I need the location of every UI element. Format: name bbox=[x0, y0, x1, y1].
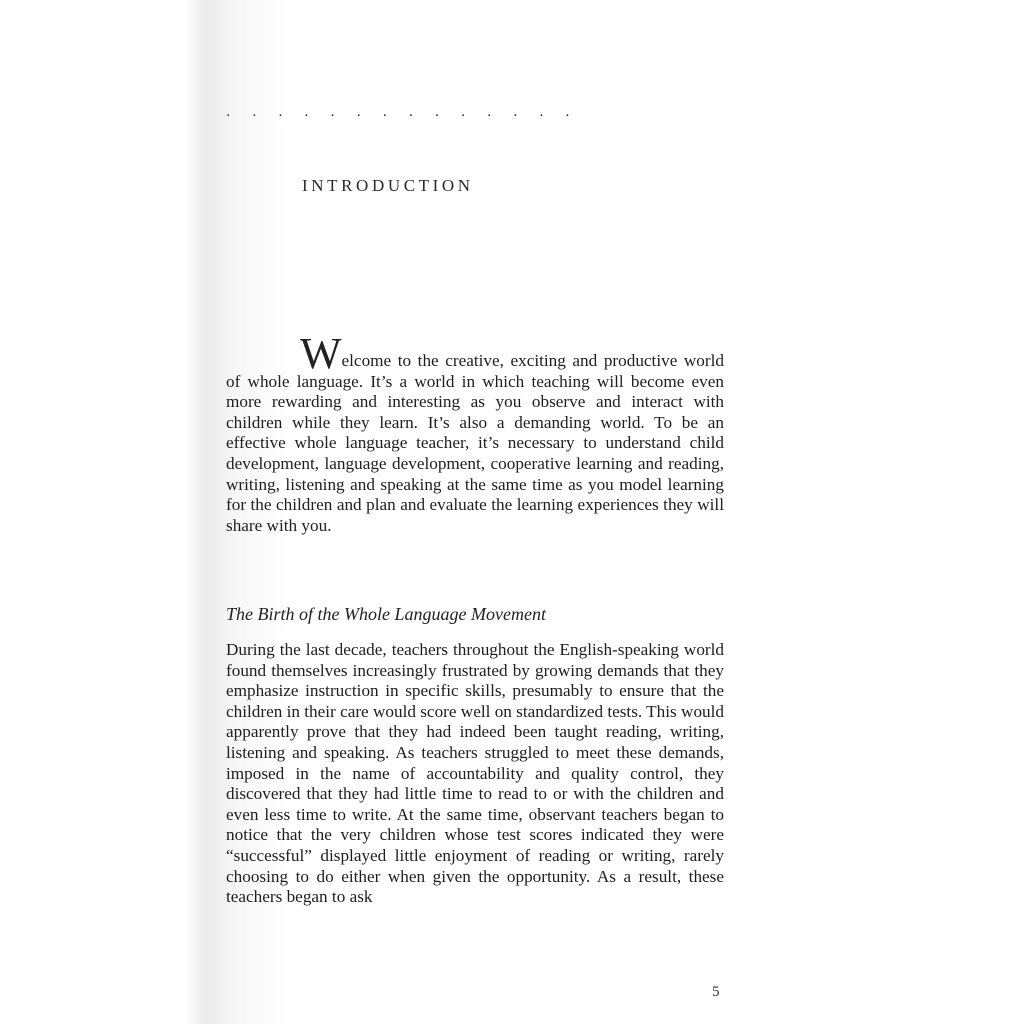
binding-margin bbox=[0, 0, 210, 1024]
drop-cap: W bbox=[300, 329, 342, 378]
dot-ornament: · · · · · · · · · · · · · · bbox=[226, 108, 579, 124]
body-paragraph: During the last decade, teachers throughout the English-speaking world found themselves increasingly frustrated by growing demands that they emphasize instruction in specific skills, presumably to ensure that the children in their care would score well on standardized tests. This would apparently prove that they had indeed been taught reading, writing, listening and speaking. As teachers struggled to meet these demands, imposed in the name of accountability and quality control, they discovered that they had little time to read to or with the children and even less time to write. At the same time, observant teachers began to notice that the very children whose test scores indicated they were “successful” displayed little enjoyment of reading or writing, rarely choosing to do either when given the opportunity. As a result, these teachers began to ask bbox=[226, 640, 724, 907]
intro-paragraph bbox=[226, 329, 724, 536]
section-heading: The Birth of the Whole Language Movement bbox=[226, 604, 546, 624]
page-number: 5 bbox=[712, 984, 720, 1000]
chapter-title: INTRODUCTION bbox=[302, 176, 474, 195]
intro-text: elcome to the creative, exciting and productive world of whole language. It’s a world in which teaching will become even more rewarding and interesting as you observe and interact with children while they learn. It’s also a demanding world. To be an effective whole language teacher, it’s necessary to understand child development, language development, cooperative learning and reading, writing, listening and speaking at the same time as you model learning for the children and plan and evaluate the learning experiences they will share with you. bbox=[226, 351, 724, 535]
